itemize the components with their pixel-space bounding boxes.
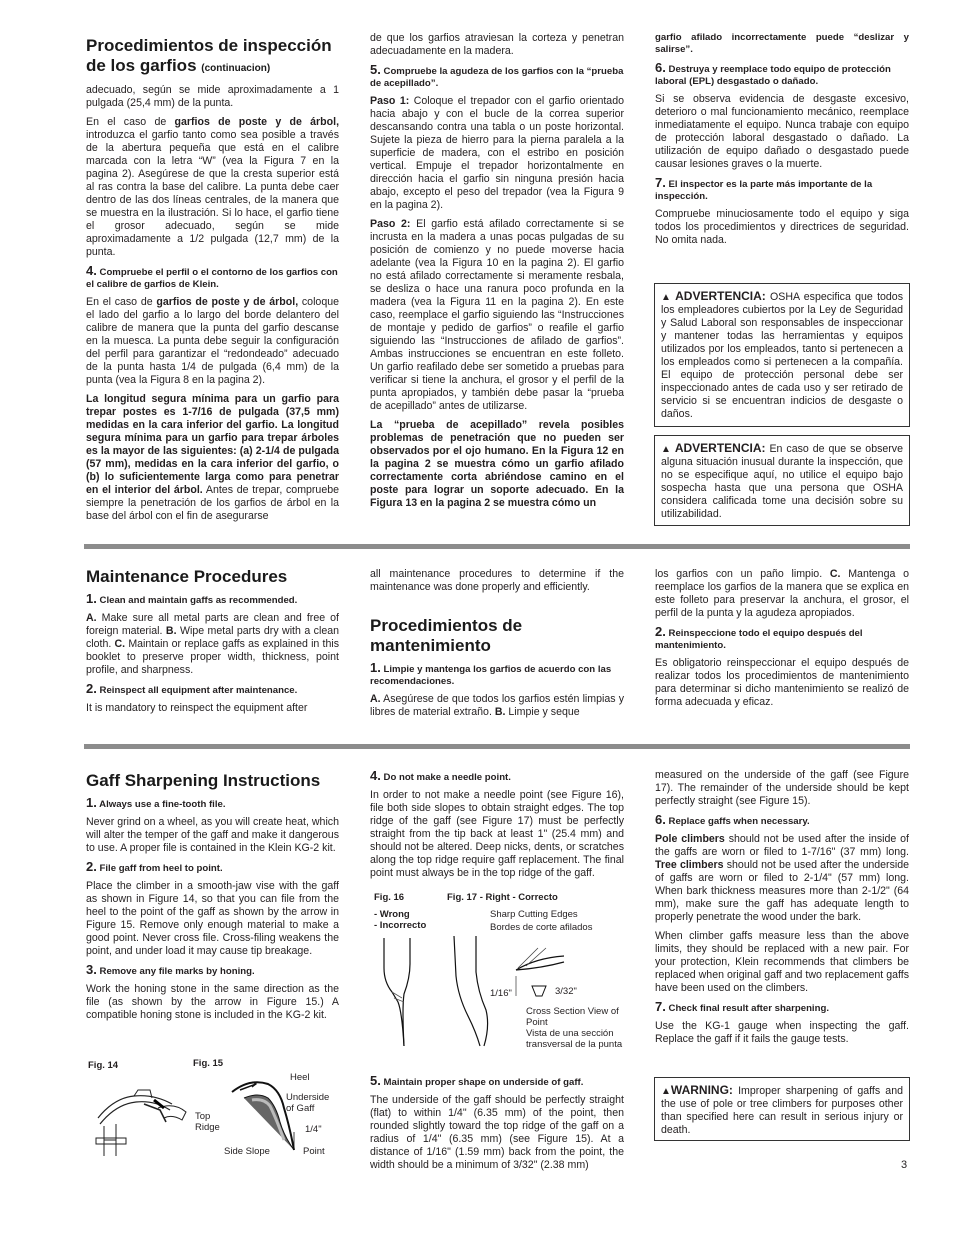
paragraph: A. Asegúrese de que todos los garfios estén limpias y libres de material extraño. B. Limpie y seque	[370, 693, 624, 718]
figure-17-label: Fig. 17 - Right - Correcto	[447, 892, 558, 903]
paragraph: adecuado, según se mide aproximadamente a 1 pulgada (25,4 mm) de la punta.	[86, 84, 339, 109]
section-title-es: Procedimientos de mantenimiento	[370, 616, 523, 655]
step-heading: 1. Clean and maintain gaffs as recommended.	[86, 591, 298, 606]
step-heading: 4. Do not make a needle point.	[370, 768, 511, 783]
paragraph: Place the climber in a smooth-jaw vise with the gaff as shown in Figure 14, so that you can file from the heel to the point of the gaff as shown by the arrow in Figure 15. Remove only enough material to make a good point. Never cross file. Cross-filing weakens the point, and under load it may cause tip breakage.	[86, 880, 339, 957]
warning-triangle-icon: ▲	[661, 444, 671, 455]
label-sharp-edges-es: Bordes de corte afilados	[490, 922, 593, 933]
paragraph: Pole climbers should not be used after the inside of the gaffs are worn or filed to 1-7/16" (37 mm) long. Tree climbers should not be used after the underside of gaffs are worn or filed to 2-1/4" (57 mm) long. When bark thickness measures more than 2-1/2" (64 mm), make sure the gaff has adequate length to properly penetrate the wood under the bark.	[655, 833, 910, 923]
paragraph: Use the KG-1 gauge when inspecting the gaff. Replace the gaff if it fails the gauge tests.	[655, 1020, 909, 1045]
paragraph: The underside of the gaff should be perfectly straight (flat) to within 1/4" (6.35 mm) of the point, then rounded slightly toward the top ridge of the gaff on a radius of 1/4" (6.35 mm) (see Figure 15). At a distance of 1/16" (1.59 mm) back from the point, the width should be a minimum of 3/32" (2.38 mm)	[370, 1094, 624, 1171]
paragraph: Compruebe minuciosamente todo el equipo y siga todos los procedimientos y directrices de seguridad. No omita nada.	[655, 208, 909, 246]
label-sharp-edges-en: Sharp Cutting Edges	[490, 909, 578, 920]
warning-label: ▲ ADVERTENCIA:	[661, 441, 766, 455]
paragraph: all maintenance procedures to determine if the maintenance was done properly and efficiently.	[370, 568, 624, 593]
section-divider	[84, 544, 910, 549]
page-number: 3	[901, 1159, 908, 1171]
paragraph: Never grind on a wheel, as you will create heat, which will alter the temper of the gaff and make it dangerous to use. A proper file is contained in the Klein KG-2 kit.	[86, 816, 339, 854]
label-underside: Underside of Gaff	[286, 1092, 330, 1114]
paragraph: When climber gaffs measure less than the above limits, they should be replaced with a new pair. For your protection, Klein recommends that climbers be replaced when original gaff and two replacement gaffs have been used on the climbers.	[655, 930, 909, 994]
warning-label: ▲ ADVERTENCIA:	[661, 289, 766, 303]
paragraph: measured on the underside of the gaff (see Figure 17). The remainder of the underside should be kept perfectly straight (see Figure 15).	[655, 769, 909, 807]
step-heading: 2. File gaff from heel to point.	[86, 859, 223, 874]
step-heading: 5. Maintain proper shape on underside of gaff.	[370, 1073, 584, 1088]
step-heading: 3. Remove any file marks by honing.	[86, 962, 255, 977]
paragraph: Paso 2: El garfio está afilado correctamente si se incrusta en la madera a unas pocas pulgadas de su posición de comienzo y no puede moverse hacia adelante (vea la Figura 10 en la pagina 2). El garfio no está afilado correctamente si meramente resbala, se desliza o hace una ranura poco profunda en la madera (vea la Figura 11 en la pagina 2). En este caso, reemplace el garfio siguiendo las “Instrucciones de montaje y pedido de garfios” o reafile el garfio siguiendo las “Instrucciones de afilado de garfios”. Ambas instrucciones se encuentran en este folleto. Un garfio reafilado debe ser sometido a pruebas para verificar si tiene la anchura, el grosor y el perfil de la punta apropiados, y también debe pasar la “prueba de acepillado” antes de utilizarse.	[370, 218, 624, 412]
figure-16-needle-point	[374, 938, 434, 1048]
s3-col1	[86, 771, 339, 1028]
s2-col2	[370, 568, 624, 725]
s1-col1	[86, 36, 339, 529]
paragraph: Es obligatorio reinspeccionar el equipo después de realizar todos los procedimientos de mantenimiento para determinar si dicho mantenimiento se realizó de forma adecuada y eficaz.	[655, 657, 909, 708]
label-top-ridge: Top Ridge	[195, 1111, 220, 1133]
paragraph: It is mandatory to reinspect the equipment after	[86, 702, 308, 714]
section-title: Procedimientos de inspección de los garfios (continuacion)	[86, 36, 332, 75]
s2-col3	[655, 568, 909, 715]
figure-16-label: Fig. 16	[374, 892, 405, 903]
s1-col3	[655, 32, 909, 253]
figure-14-vise-illustration	[94, 1078, 190, 1158]
section-title: Gaff Sharpening Instructions	[86, 771, 321, 790]
step-heading: 7. Check final result after sharpening.	[655, 999, 829, 1014]
paragraph: En el caso de garfios de poste y de árbol, coloque el lado del garfio a lo largo del borde delantero del calibre de manera que la punta del garfio descanse en la muesca. La punta debe seguir la configuración del perfil para garantizar el “redondeado” adecuado de la punta hasta 1/4 de pulgada (6,4 mm) de la punta (vea la Figura 8 en la pagina 2).	[86, 296, 339, 386]
warning-box-osha: ▲ ADVERTENCIA: OSHA especifica que todos los empleadores cubiertos por la Ley de Seguridad y Salud Laboral son responsables de inspeccionar y mantener todas las herramientas y equipos utilizados por los empleados, tanto si pertenecen a los empleados como si pertenecen a la compañía. El equipo de protección personal debe ser inspeccionado antes de cada uso y ser retirado de servicio si se encuentran indicios de desgaste o daños.	[654, 283, 910, 427]
warning-box-sharpening: ▲WARNING: Improper sharpening of gaffs and the use of pole or tree climbers for purposes other than specified here can result in serious injury or death.	[654, 1077, 910, 1141]
label-one-sixteenth: 1/16"	[490, 988, 512, 999]
label-heel: Heel	[290, 1072, 310, 1083]
step-heading: 6. Destruya y reemplace todo equipo de protección laboral (EPL) desgastado o dañado.	[655, 60, 891, 87]
step-heading: 7. El inspector es la parte más importante de la inspección.	[655, 175, 873, 202]
paragraph: Paso 1: Coloque el trepador con el garfio orientado hacia abajo y con el bucle de la correa superior descansando contra una tabla o un poste horizontal. Sujete la pieza de hierro para la pierna paralela a la superficie de madera, con el estribo en posición vertical. Empuje el trepador horizontalmente en dirección hacia el garfio sin ninguna presión hacia abajo, excepto el peso del trepador (vea la Figura 9 en la pagina 2).	[370, 95, 624, 211]
figure-16-subtitle: - Wrong - Incorrecto	[374, 909, 427, 931]
label-cross-section-es: Vista de una sección transversal de la punta	[526, 1028, 623, 1050]
paragraph: Work the honing stone in the same direction as the file (as shown by the arrow in Figure 15.) A compatible honing stone is included in the KG-2 kit.	[86, 983, 339, 1021]
paragraph: de que los garfios atraviesan la corteza y penetran adecuadamente en la madera.	[370, 32, 624, 57]
paragraph: La longitud segura mínima para un garfio para trepar postes es 1-7/16 de pulgada (37,5 mm) medidas en la cara inferior del garfio. La longitud segura mínima para un garfio para trepar árboles es la mayor de las siguientes: (a) 2-1/4 de pulgada (57 mm), medidas en la cara inferior del garfio, o (b) lo suficientemente larga como para penetrar en el interior del árbol. Antes de trepar, compruebe siempre la penetración de los garfios de árbol en la base del árbol con el fin de asegurarse	[86, 393, 339, 522]
section-divider	[84, 744, 910, 749]
paragraph: En el caso de garfios de poste y de árbol, introduzca el garfio tanto como sea posible a través de la abertura pequeña que está en el calibre marcada con la letra “W” (vea la Figura 7 en la pagina 2). Asegúrese de que la cresta superior está al ras contra la base del calibre. La punta debe caer dentro de las dos líneas centrales, de la manera que se muestra en la ilustración. Si lo hace, el garfio tiene el grosor adecuado, según se mide aproximadamente a 1/2 pulgada (12,7 mm) de la punta.	[86, 116, 340, 258]
label-three-thirtyseconds: 3/32"	[555, 986, 577, 997]
step-heading: 5. Compruebe la agudeza de los garfios con la “prueba de acepillado”.	[370, 62, 624, 89]
warning-box-unusual: ▲ ADVERTENCIA: En caso de que se observe alguna situación inusual durante la inspección, que no se especifique aquí, no utilice el equipo bajo sospecha hasta que una persona que OSHA considera calificada tome una decisión sobre su utilizabilidad.	[654, 435, 910, 526]
paragraph: A. Make sure all metal parts are clean and free of foreign material. B. Wipe metal parts dry with a clean cloth. C. Maintain or replace gaffs as explained in this booklet to preserve proper width, thickness, point profile, and sharpness.	[86, 612, 340, 676]
s3-col2	[370, 770, 624, 886]
step-heading: 1. Limpie y mantenga los garfios de acuerdo con las recomendaciones.	[370, 660, 612, 687]
step-heading: 6. Replace gaffs when necessary.	[655, 812, 810, 827]
step-heading: 2. Reinspeccione todo el equipo después del mantenimiento.	[655, 624, 863, 651]
step-heading: 1. Always use a fine-tooth file.	[86, 795, 226, 810]
paragraph: los garfios con un paño limpio. C. Mantenga o reemplace los garfios de la manera que se explica en este folleto para preservar la anchura, el grosor, el perfil de la punta y la agudeza apropiados.	[655, 568, 909, 619]
paragraph: La “prueba de acepillado” revela posibles problemas de penetración que no pueden ser observados por el ojo humano. En la Figura 12 en la pagina 2 se muestra cómo un garfio afilado correctamente corta abriéndose camino en el poste para lograr un soporte adecuado. En la Figura 13 en la pagina 2 se muestra cómo un	[370, 419, 624, 509]
label-point: Point	[303, 1146, 325, 1157]
s2-col1	[86, 567, 339, 721]
s1-col2	[370, 32, 624, 516]
figure-15-gaff-illustration	[222, 1072, 312, 1156]
section-title: Maintenance Procedures	[86, 567, 288, 586]
step-heading: 4. Compruebe el perfil o el contorno de los garfios con el calibre de garfios de Klein.	[86, 263, 338, 290]
label-side-slope: Side Slope	[224, 1146, 270, 1157]
figure-15-label: Fig. 15	[193, 1058, 224, 1069]
label-quarter-inch: 1/4"	[305, 1124, 322, 1135]
paragraph: garfio afilado incorrectamente puede “deslizar y salirse”.	[655, 32, 909, 55]
step-heading: 2. Reinspect all equipment after maintenance.	[86, 681, 298, 696]
paragraph: Si se observa evidencia de desgaste excesivo, deterioro o mal funcionamiento mecánico, reemplace inmediatamente el equipo. Nunca trabaje con equipo de protección laboral desgastado o dañado. La utilización de equipo dañado o desgastado puede causar lesiones graves o la muerte.	[655, 93, 909, 170]
warning-triangle-icon: ▲	[661, 1086, 671, 1097]
warning-triangle-icon: ▲	[661, 292, 671, 303]
figure-14-label: Fig. 14	[88, 1060, 119, 1071]
s3-col2b	[370, 1071, 624, 1178]
s3-col3	[655, 769, 909, 1052]
paragraph: In order to not make a needle point (see Figure 16), file both side slopes to obtain straight edges. The top ridge of the gaff (see Figure 17) must be perfectly straight from the tip back at least 1" (25.4 mm) and should not be altered. Deep nicks, dents, or scratches along the top ridge require gaff replacement. The final point must always be in the top ridge of the gaff.	[370, 789, 624, 879]
label-cross-section-en: Cross Section View of Point	[526, 1006, 619, 1028]
warning-label: ▲WARNING:	[661, 1083, 733, 1097]
